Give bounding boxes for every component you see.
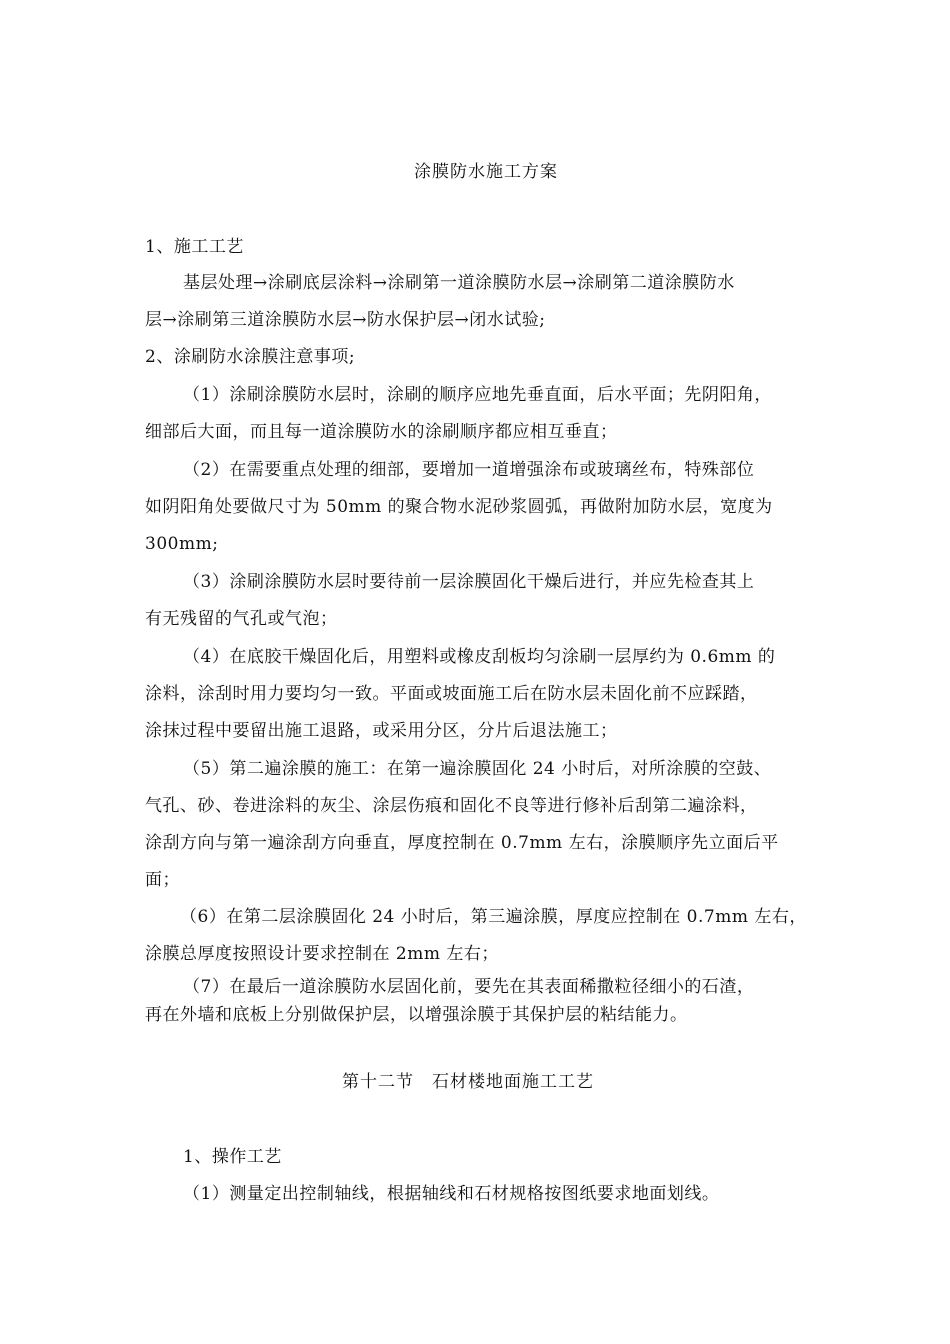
note-line: （2）在需要重点处理的细部，要增加一道增强涂布或玻璃丝布，特殊部位	[183, 460, 755, 480]
note-line: 涂膜总厚度按照设计要求控制在 2mm 左右；	[145, 944, 499, 964]
note-line: （3）涂刷涂膜防水层时要待前一层涂膜固化干燥后进行，并应先检查其上	[183, 572, 755, 592]
note-line: 细部后大面，而且每一道涂膜防水的涂刷顺序都应相互垂直；	[145, 422, 618, 442]
note-line: （6）在第二层涂膜固化 24 小时后，第三遍涂膜，厚度应控制在 0.7mm 左右，	[180, 907, 807, 927]
note-line: 有无残留的气孔或气泡；	[145, 609, 338, 629]
operation-step: （1）测量定出控制轴线，根据轴线和石材规格按图纸要求地面划线。	[183, 1184, 720, 1204]
note-line: 气孔、砂、卷进涂料的灰尘、涂层伤痕和固化不良等进行修补后刮第二遍涂料，	[145, 796, 758, 816]
note-line: 面；	[145, 870, 180, 890]
note-line: （4）在底胶干燥固化后，用塑料或橡皮刮板均匀涂刷一层厚约为 0.6mm 的	[183, 647, 776, 667]
process-line: 基层处理→涂刷底层涂料→涂刷第一道涂膜防水层→涂刷第二道涂膜防水	[183, 273, 735, 293]
note-line: （5）第二遍涂膜的施工：在第一遍涂膜固化 24 小时后，对所涂膜的空鼓、	[183, 759, 772, 779]
section-title: 第十二节 石材楼地面施工工艺	[342, 1072, 594, 1092]
section-heading: 2、涂刷防水涂膜注意事项;	[145, 347, 356, 367]
note-line: （7）在最后一道涂膜防水层固化前，要先在其表面稀撒粒径细小的石渣，	[183, 977, 755, 997]
document-title: 涂膜防水施工方案	[414, 162, 558, 182]
note-line: 涂抹过程中要留出施工退路，或采用分区，分片后退法施工；	[145, 721, 618, 741]
note-line: 300mm;	[145, 534, 219, 554]
note-line: 涂料，涂刮时用力要均匀一致。平面或坡面施工后在防水层未固化前不应踩踏，	[145, 684, 758, 704]
note-line: 如阴阳角处要做尺寸为 50mm 的聚合物水泥砂浆圆弧，再做附加防水层，宽度为	[145, 497, 773, 517]
subsection-heading: 1、操作工艺	[183, 1147, 282, 1167]
note-line: 再在外墙和底板上分别做保护层，以增强涂膜于其保护层的粘结能力。	[145, 1005, 688, 1025]
section-heading: 1、施工工艺	[145, 237, 244, 257]
note-line: 涂刮方向与第一遍涂刮方向垂直，厚度控制在 0.7mm 左右，涂膜顺序先立面后平	[145, 833, 779, 853]
note-line: （1）涂刷涂膜防水层时，涂刷的顺序应地先垂直面，后水平面；先阴阳角，	[183, 385, 772, 405]
process-line: 层→涂刷第三道涂膜防水层→防水保护层→闭水试验;	[145, 310, 546, 330]
